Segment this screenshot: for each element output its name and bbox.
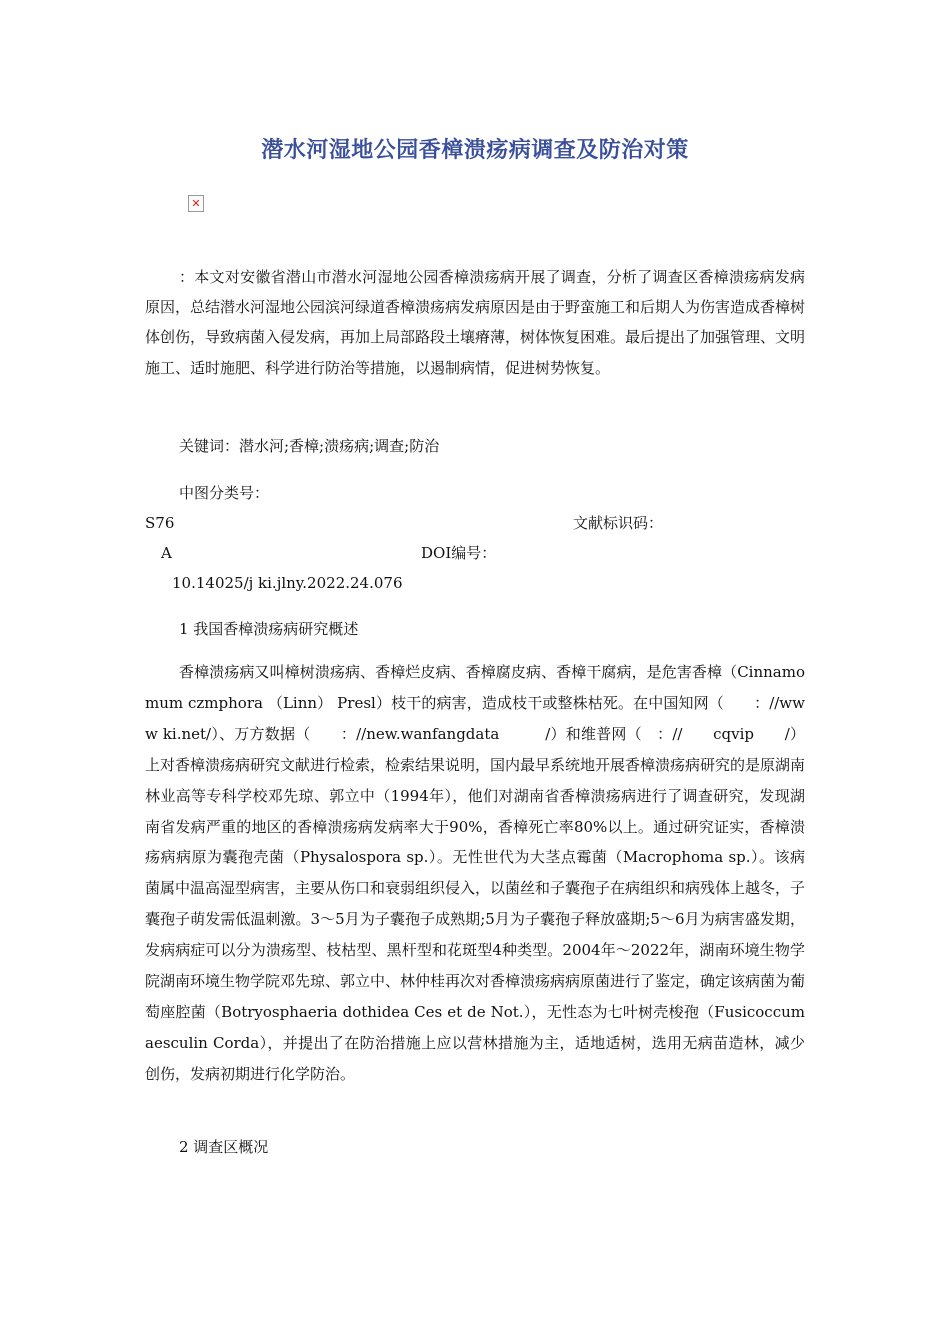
document-title: 潜水河湿地公园香樟溃疡病调查及防治对策 (261, 138, 689, 163)
clc-label: 中图分类号： (179, 484, 270, 502)
image-error-icon: ✕ (191, 197, 201, 210)
doc-id-value: A (161, 544, 172, 562)
section-heading-2: 2 调查区概况 (179, 1138, 269, 1156)
section-1-paragraph: 香樟溃疡病又叫樟树溃疡病、香樟烂皮病、香樟腐皮病、香樟干腐病，是危害香樟（Cinnamomum czmphora （Linn） Presl）枝干的病害，造成枝干或整株枯死。在中国知网（ ：//www ki.net/）、万方数据（ ：//new.wanfangdata /）和维普网（ ：// cqvip /）上对香樟溃疡病研究文献进行检索，检索结果说明，国内最早系统地开展香樟溃疡病研究的是原湖南林业高等专科学校邓先琼、郭立中（1994年），他们对湖南省香樟溃疡病进行了调查研究，发现湖南省发病严重的地区的香樟溃疡病发病率大于90%，香樟死亡率80%以上。通过研究证实，香樟溃疡病病原为囊孢壳菌（Physalospora sp.）。无性世代为大茎点霉菌（Macrophoma sp.）。该病菌属中温高湿型病害，主要从伤口和衰弱组织侵入，以菌丝和子囊孢子在病组织和病残体上越冬，子囊孢子萌发需低温刺激。3～5月为子囊孢子成熟期;5月为子囊孢子释放盛期;5～6月为病害盛发期，发病病症可以分为溃疡型、枝枯型、黑杆型和花斑型4种类型。2004年～2022年，湖南环境生物学院湖南环境生物学院邓先琼、郭立中、林仲桂再次对香樟溃疡病病原菌进行了鉴定，确定该病菌为葡萄座腔菌（Botryosphaeria dothidea Ces et de Not.），无性态为七叶树壳梭孢（Fusicoccum aesculin Corda），并提出了在防治措施上应以营林措施为主，适地适树，选用无病苗造林，减少创伤，发病初期进行化学防治。 (145, 663, 806, 1083)
keywords-line: 关键词：潜水河;香樟;溃疡病;调查;防治 (179, 437, 440, 455)
clc-value: S76 (145, 514, 175, 532)
doc-id-label: 文献标识码： (573, 514, 664, 532)
doi-value: 10.14025/j ki.jlny.2022.24.076 (172, 574, 403, 592)
broken-image-icon (188, 195, 204, 212)
doi-label: DOI编号： (421, 544, 497, 562)
section-heading-1: 1 我国香樟溃疡病研究概述 (179, 620, 359, 638)
abstract-paragraph: ：本文对安徽省潜山市潜水河湿地公园香樟溃疡病开展了调查，分析了调查区香樟溃疡病发病原因，总结潜水河湿地公园滨河绿道香樟溃疡病发病原因是由于野蛮施工和后期人为伤害造成香樟树体创伤，导致病菌入侵发病，再加上局部路段土壤瘠薄，树体恢复困难。最后提出了加强管理、文明施工、适时施肥、科学进行防治等措施，以遏制病情，促进树势恢复。 (145, 268, 806, 377)
